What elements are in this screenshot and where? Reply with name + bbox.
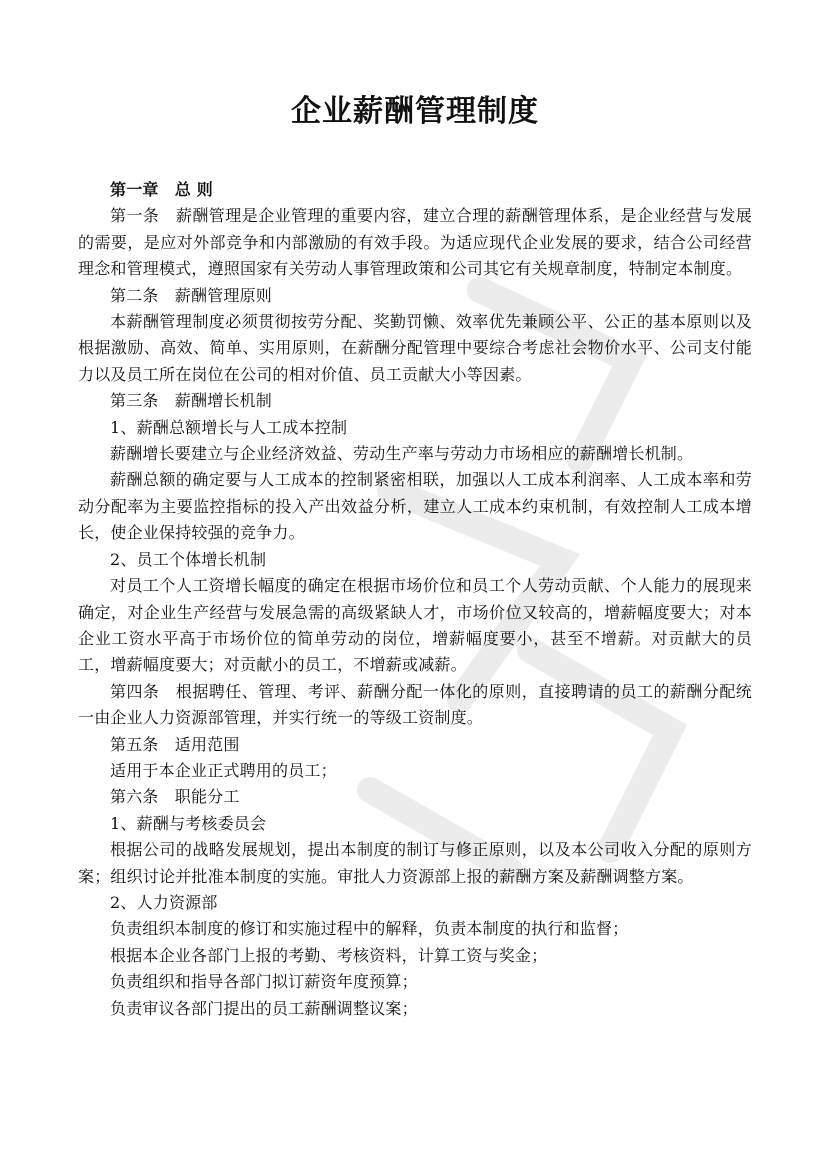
- committee-heading: 1、薪酬与考核委员会: [110, 813, 267, 833]
- article-6-heading: 第六条 职能分工: [110, 787, 240, 807]
- hr-heading: 2、人力资源部: [110, 892, 218, 912]
- section-2-paragraph: 对员工个人工资增长幅度的确定在根据市场价位和员工个人劳动贡献、个人能力的展现来确定，对企业生产经营与发展急需的高级紧缺人才，市场价位又较高的，增薪幅度要大；对本企业工资水平高于市场价位的简单劳动的岗位，增薪幅度要小，甚至不增薪。对贡献大的员工，增薪幅度要大；对贡献小的员工，不增薪或减薪。: [78, 576, 752, 675]
- committee-paragraph: 根据公司的战略发展规划，提出本制度的制订与修正原则，以及本公司收入分配的原则方案；组织讨论并批准本制度的实施。审批人力资源部上报的薪酬方案及薪酬调整方案。: [78, 840, 752, 886]
- article-2-heading: 第二条 薪酬管理原则: [110, 285, 273, 305]
- article-2-paragraph: 本薪酬管理制度必须贯彻按劳分配、奖勤罚懒、效率优先兼顾公平、公正的基本原则以及根据激励、高效、简单、实用原则，在薪酬分配管理中要综合考虑社会物价水平、公司支付能力以及员工所在岗位在公司的相对价值、员工贡献大小等因素。: [78, 312, 752, 384]
- chapter-heading: 第一章 总 则: [110, 180, 213, 199]
- hr-duty-3: 负责组织和指导各部门拟订薪资年度预算；: [110, 972, 418, 992]
- hr-duty-2: 根据本企业各部门上报的考勤、考核资料，计算工资与奖金；: [110, 945, 548, 965]
- document-body: [78, 177, 752, 1022]
- section-2-heading: 2、员工个体增长机制: [110, 549, 267, 569]
- article-5-heading: 第五条 适用范围: [110, 734, 240, 754]
- section-1-heading: 1、薪酬总额增长与人工成本控制: [110, 417, 348, 437]
- hr-duty-4: 负责审议各部门提出的员工薪酬调整议案；: [110, 998, 418, 1018]
- article-5-paragraph: 适用于本企业正式聘用的员工；: [110, 760, 337, 780]
- article-4-paragraph: 第四条 根据聘任、管理、考评、薪酬分配一体化的原则，直接聘请的员工的薪酬分配统一由企业人力资源部管理，并实行统一的等级工资制度。: [78, 681, 752, 728]
- section-1-paragraph-b: 薪酬总额的确定要与人工成本的控制紧密相联，加强以人工成本利润率、人工成本率和劳动分配率为主要监控指标的投入产出效益分析，建立人工成本约束机制，有效控制人工成本增长，使企业保持较强的竞争力。: [78, 470, 752, 543]
- hr-duty-1: 负责组织本制度的修订和实施过程中的解释，负责本制度的执行和监督；: [110, 919, 629, 939]
- document-content: [78, 90, 752, 1022]
- section-1-paragraph-a: 薪酬增长要建立与企业经济效益、劳动生产率与劳动力市场相应的薪酬增长机制。: [110, 444, 694, 464]
- article-1-paragraph: 第一条 薪酬管理是企业管理的重要内容，建立合理的薪酬管理体系，是企业经营与发展的需要，是应对外部竞争和内部激励的有效手段。为适应现代企业发展的要求，结合公司经营理念和管理模式，遵照国家有关劳动人事管理政策和公司其它有关规章制度，特制定本制度。: [78, 206, 752, 279]
- article-3-heading: 第三条 薪酬增长机制: [110, 391, 273, 411]
- document-title: 企业薪酬管理制度: [291, 94, 539, 129]
